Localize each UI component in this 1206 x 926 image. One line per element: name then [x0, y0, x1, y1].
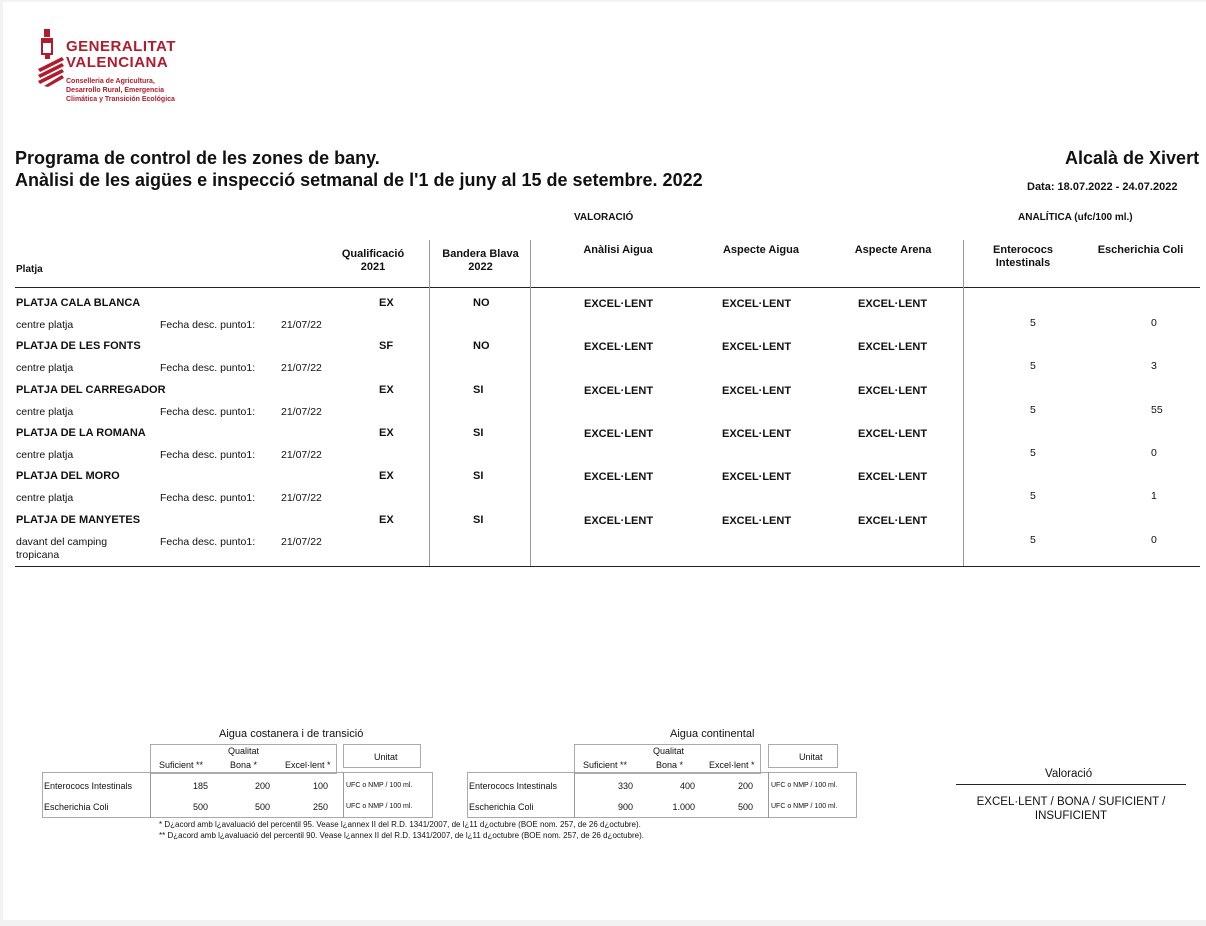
beach-name: PLATJA DE MANYETES — [16, 514, 141, 526]
legend-continental-qualitat: Qualitat — [653, 746, 685, 756]
legend-value: 100 — [312, 781, 328, 791]
column-divider — [429, 240, 430, 566]
valoracio-legend-values: EXCEL·LENT / BONA / SUFICIENT / INSUFICIENT — [976, 796, 1166, 822]
beach-aspecte-arena: EXCEL·LENT — [858, 428, 928, 440]
beach-aspecte-aigua: EXCEL·LENT — [722, 471, 792, 483]
legend-value: 1.000 — [672, 802, 695, 812]
legend-unit: UFC o NMP / 100 ml. — [771, 782, 838, 789]
col-bandera: Bandera Blava 2022 — [442, 248, 519, 273]
col-aspecte-arena: Aspecte Arena — [854, 244, 932, 256]
beach-aspecte-aigua: EXCEL·LENT — [722, 298, 792, 310]
column-divider — [963, 240, 964, 566]
beach-point: davant del camping — [16, 536, 108, 548]
beach-name: PLATJA CALA BLANCA — [16, 297, 141, 309]
legend-costanera-col-suf: Suficient ** — [159, 760, 204, 770]
legend-param-name: Escherichia Coli — [469, 802, 534, 812]
legend-param-name: Enterococs Intestinals — [44, 781, 133, 791]
beach-date: 21/07/22 — [281, 492, 322, 504]
logo-subtitle — [66, 77, 175, 104]
beach-date: 21/07/22 — [281, 449, 322, 461]
beach-analisi: EXCEL·LENT — [584, 428, 654, 440]
beach-enterococs: 5 — [1030, 317, 1036, 329]
beach-point: centre platja — [16, 492, 74, 504]
legend-value: 185 — [192, 781, 208, 791]
beach-ecoli: 0 — [1151, 317, 1157, 329]
beach-qualificacio: EX — [379, 514, 394, 526]
legend-divider — [150, 772, 151, 818]
beach-enterococs: 5 — [1030, 360, 1036, 372]
table-bottom-rule — [15, 566, 1200, 567]
beach-aspecte-aigua: EXCEL·LENT — [722, 385, 792, 397]
beach-qualificacio: EX — [379, 297, 394, 309]
legend-divider — [574, 772, 575, 818]
legend-divider — [768, 772, 769, 818]
logo-sub-line3: Climática y Transición Ecológica — [66, 96, 175, 103]
legend-costanera-qualitat: Qualitat — [228, 746, 260, 756]
generalitat-logo-icon — [36, 29, 66, 87]
beach-date-label: Fecha desc. punto1: — [160, 319, 256, 331]
document-page — [3, 2, 1206, 920]
col-aspecte-aigua: Aspecte Aigua — [722, 244, 799, 256]
beach-point: centre platja — [16, 406, 74, 418]
valoracio-legend-title: Valoració — [1045, 768, 1093, 780]
logo-sub-line1: Conselleria de Agricultura, — [66, 78, 155, 85]
beach-qualificacio: EX — [379, 384, 394, 396]
beach-enterococs: 5 — [1030, 404, 1036, 416]
legend-costanera-col-exc: Excel·lent * — [285, 760, 331, 770]
beach-qualificacio: SF — [379, 340, 394, 352]
legend-value: 250 — [312, 802, 328, 812]
col-platja: Platja — [16, 264, 43, 275]
legend-continental-title: Aigua continental — [670, 728, 755, 740]
legend-value: 500 — [192, 802, 208, 812]
legend-costanera-unitat: Unitat — [374, 752, 398, 762]
beach-ecoli: 1 — [1151, 490, 1157, 502]
page-subtitle: Anàlisi de les aigües e inspecció setmanal de l'1 de juny al 15 de setembre. 2022 — [15, 170, 703, 190]
legend-value: 330 — [617, 781, 633, 791]
legend-unit: UFC o NMP / 100 ml. — [771, 803, 838, 810]
valoracio-legend-rule — [956, 784, 1186, 785]
beach-point-line2: tropicana — [16, 549, 60, 561]
col-analisi: Anàlisi Aigua — [583, 244, 653, 256]
beach-analisi: EXCEL·LENT — [584, 385, 654, 397]
beach-bandera: NO — [473, 340, 490, 352]
beach-bandera: SI — [473, 427, 484, 439]
beach-date: 21/07/22 — [281, 362, 322, 374]
beach-date-label: Fecha desc. punto1: — [160, 449, 256, 461]
beach-name: PLATJA DE LES FONTS — [16, 340, 141, 352]
header-rule — [15, 287, 1200, 288]
beach-bandera: SI — [473, 384, 484, 396]
date-range: Data: 18.07.2022 - 24.07.2022 — [1027, 181, 1178, 193]
municipality-name: Alcalà de Xivert — [1065, 148, 1200, 168]
page-title: Programa de control de les zones de bany. — [15, 148, 380, 168]
beach-point: centre platja — [16, 449, 74, 461]
beach-aspecte-arena: EXCEL·LENT — [858, 385, 928, 397]
legend-continental-col-bona: Bona * — [656, 760, 684, 770]
beach-date-label: Fecha desc. punto1: — [160, 492, 256, 504]
logo-sub-line2: Desarrollo Rural, Emergencia — [66, 87, 165, 94]
column-divider — [530, 240, 531, 566]
col-qualificacio: Qualificació 2021 — [341, 248, 405, 273]
beach-aspecte-aigua: EXCEL·LENT — [722, 515, 792, 527]
beach-bandera: NO — [473, 297, 490, 309]
beach-analisi: EXCEL·LENT — [584, 341, 654, 353]
beach-enterococs: 5 — [1030, 490, 1036, 502]
legend-continental-col-suf: Suficient ** — [583, 760, 628, 770]
beach-enterococs: 5 — [1030, 534, 1036, 546]
analitica-header: ANALÍTICA (ufc/100 ml.) — [1018, 212, 1133, 223]
legend-unit: UFC o NMP / 100 ml. — [346, 782, 413, 789]
beach-analisi: EXCEL·LENT — [584, 515, 654, 527]
legend-continental-unitat: Unitat — [799, 752, 823, 762]
footnote-1: * D¿acord amb l¿avaluació del percentil 95. Vease l¿annex II del R.D. 1341/2007, de l¿11 d¿octubre (BOE nom. 257, de 26 d¿octubre). — [159, 820, 641, 829]
beach-bandera: SI — [473, 514, 484, 526]
beach-aspecte-aigua: EXCEL·LENT — [722, 341, 792, 353]
beach-point: centre platja — [16, 362, 74, 374]
beach-date: 21/07/22 — [281, 319, 322, 331]
legend-value: 500 — [737, 802, 753, 812]
footnote-2: ** D¿acord amb l¿avaluació del percentil 90. Vease l¿annex II del R.D. 1341/2007, de l¿11 d¿octubre (BOE nom. 257, de 26 d¿octubre). — [159, 831, 645, 840]
beach-aspecte-arena: EXCEL·LENT — [858, 298, 928, 310]
legend-unit: UFC o NMP / 100 ml. — [346, 803, 413, 810]
beach-date-label: Fecha desc. punto1: — [160, 406, 256, 418]
beach-analisi: EXCEL·LENT — [584, 471, 654, 483]
legend-param-name: Escherichia Coli — [44, 802, 109, 812]
beach-aspecte-arena: EXCEL·LENT — [858, 471, 928, 483]
valoracio-header: VALORACIÓ — [574, 212, 634, 223]
logo-name-line1: GENERALITAT — [66, 38, 176, 55]
legend-value: 900 — [617, 802, 633, 812]
legend-value: 400 — [679, 781, 695, 791]
beach-name: PLATJA DE LA ROMANA — [16, 427, 146, 439]
beach-point: centre platja — [16, 319, 74, 331]
beach-qualificacio: EX — [379, 427, 394, 439]
legend-divider — [343, 772, 344, 818]
legend-value: 500 — [254, 802, 270, 812]
beach-date-label: Fecha desc. punto1: — [160, 362, 256, 374]
legend-param-name: Enterococs Intestinals — [469, 781, 558, 791]
beach-bandera: SI — [473, 470, 484, 482]
beach-name: PLATJA DEL CARREGADOR — [16, 384, 166, 396]
beach-enterococs: 5 — [1030, 447, 1036, 459]
beach-name: PLATJA DEL MORO — [16, 470, 120, 482]
legend-value: 200 — [737, 781, 753, 791]
beach-ecoli: 0 — [1151, 447, 1157, 459]
beach-aspecte-arena: EXCEL·LENT — [858, 341, 928, 353]
legend-costanera-title: Aigua costanera i de transició — [219, 728, 364, 740]
beach-analisi: EXCEL·LENT — [584, 298, 654, 310]
beach-ecoli: 3 — [1151, 360, 1157, 372]
beach-qualificacio: EX — [379, 470, 394, 482]
beach-date-label: Fecha desc. punto1: — [160, 536, 256, 548]
beach-date: 21/07/22 — [281, 536, 322, 548]
col-enterococs: Enterococs Intestinals — [993, 244, 1053, 269]
legend-costanera-col-bona: Bona * — [230, 760, 258, 770]
legend-continental-col-exc: Excel·lent * — [709, 760, 755, 770]
beach-ecoli: 0 — [1151, 534, 1157, 546]
beach-aspecte-aigua: EXCEL·LENT — [722, 428, 792, 440]
legend-value: 200 — [254, 781, 270, 791]
col-ecoli: Escherichia Coli — [1097, 244, 1184, 256]
logo-name-line2: VALENCIANA — [66, 54, 169, 71]
beach-date: 21/07/22 — [281, 406, 322, 418]
logo-name — [66, 39, 176, 71]
beach-ecoli: 55 — [1151, 404, 1163, 416]
beach-aspecte-arena: EXCEL·LENT — [858, 515, 928, 527]
